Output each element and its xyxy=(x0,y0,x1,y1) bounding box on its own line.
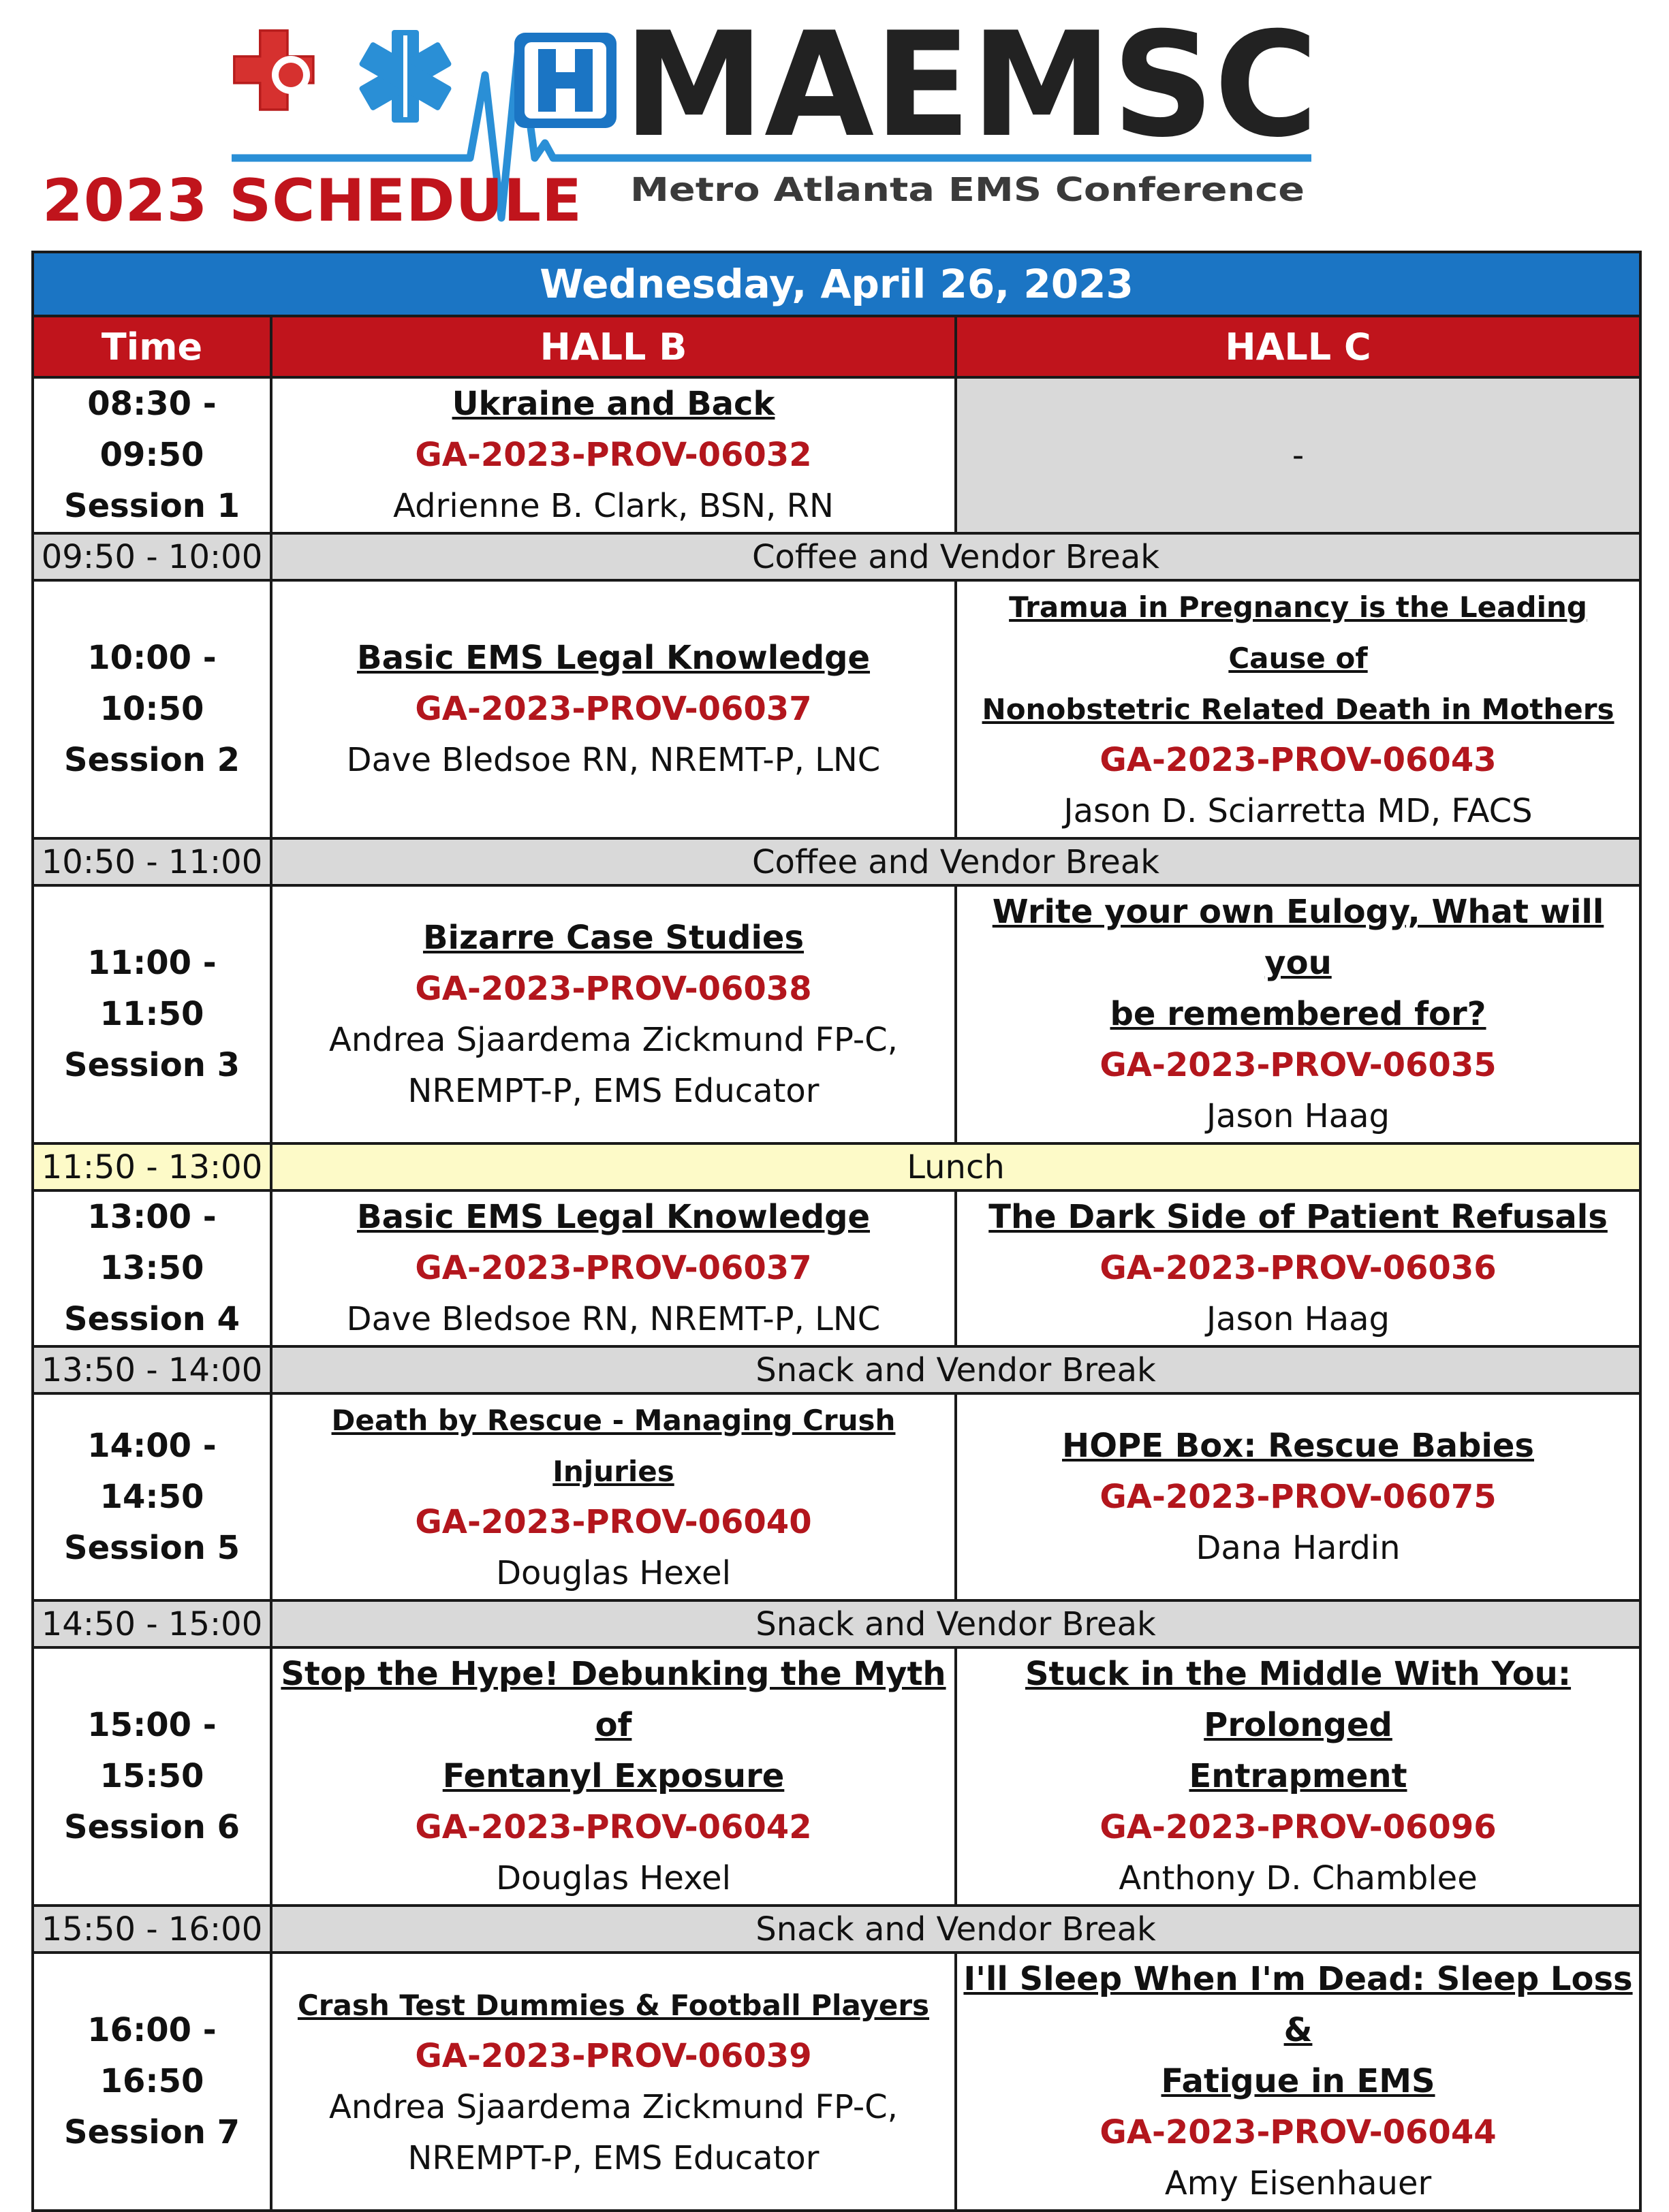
course-code: GA-2023-PROV-06039 xyxy=(415,2036,812,2075)
speaker: Dana Hardin xyxy=(1196,1528,1401,1567)
hall-c-talk xyxy=(956,885,1640,1143)
column-header-time: Time xyxy=(33,316,271,377)
hall-c-talk xyxy=(956,1953,1640,2211)
break-row xyxy=(33,1906,1640,1953)
break-label: Lunch xyxy=(271,1143,1640,1190)
break-label: Coffee and Vendor Break xyxy=(271,533,1640,580)
speaker: Jason Haag xyxy=(1206,1300,1390,1338)
course-code: GA-2023-PROV-06042 xyxy=(415,1808,812,1846)
session-time-cell xyxy=(33,1393,271,1600)
hall-c-talk xyxy=(956,1647,1640,1906)
hall-b-talk xyxy=(271,1647,956,1906)
fire-department-badge-icon xyxy=(234,31,313,110)
course-code: GA-2023-PROV-06038 xyxy=(415,969,812,1008)
session-label: Session 6 xyxy=(64,1808,240,1846)
talk-title: be remembered for? xyxy=(1110,995,1486,1033)
talk-title: The Dark Side of Patient Refusals xyxy=(988,1198,1608,1236)
session-row xyxy=(33,1190,1640,1346)
column-header-row xyxy=(33,316,1640,377)
speaker: Amy Eisenhauer xyxy=(1164,2164,1432,2202)
speaker: NREMPT-P, EMS Educator xyxy=(407,2138,820,2177)
session-time: 10:00 - 10:50 xyxy=(87,639,217,728)
speaker: NREMPT-P, EMS Educator xyxy=(407,1071,820,1110)
speaker: Adrienne B. Clark, BSN, RN xyxy=(393,487,834,525)
course-code: GA-2023-PROV-06043 xyxy=(1099,741,1497,779)
session-label: Session 5 xyxy=(64,1528,240,1567)
logo-wordmark: MAEMSC xyxy=(623,1,1318,169)
speaker: Dave Bledsoe RN, NREMT-P, LNC xyxy=(346,741,881,779)
hall-b-talk xyxy=(271,1393,956,1600)
talk-title: Stuck in the Middle With You: Prolonged xyxy=(1025,1655,1572,1744)
hall-c-talk xyxy=(956,1190,1640,1346)
break-time: 13:50 - 14:00 xyxy=(33,1346,271,1393)
speaker: Anthony D. Chamblee xyxy=(1119,1859,1478,1897)
break-time: 11:50 - 13:00 xyxy=(33,1143,271,1190)
session-row xyxy=(33,580,1640,838)
talk-title: Fatigue in EMS xyxy=(1161,2062,1435,2100)
talk-title: Basic EMS Legal Knowledge xyxy=(356,1198,871,1236)
session-time: 11:00 - 11:50 xyxy=(87,944,217,1033)
break-label: Snack and Vendor Break xyxy=(271,1600,1640,1647)
talk-title: Bizarre Case Studies xyxy=(422,918,805,957)
hall-c-empty: - xyxy=(956,377,1640,533)
break-time: 15:50 - 16:00 xyxy=(33,1906,271,1953)
schedule-table xyxy=(31,251,1642,2212)
column-header-hall-c: HALL C xyxy=(956,316,1640,377)
hall-b-talk xyxy=(271,885,956,1143)
session-time-cell xyxy=(33,377,271,533)
course-code: GA-2023-PROV-06040 xyxy=(415,1503,812,1541)
hospital-h-icon xyxy=(514,33,617,128)
break-label: Coffee and Vendor Break xyxy=(271,838,1640,885)
day-heading: Wednesday, April 26, 2023 xyxy=(33,252,1640,316)
speaker: Jason Haag xyxy=(1206,1097,1390,1135)
session-time-cell xyxy=(33,885,271,1143)
hall-c-talk xyxy=(956,580,1640,838)
break-row xyxy=(33,533,1640,580)
session-time-cell xyxy=(33,1190,271,1346)
hall-b-talk xyxy=(271,1953,956,2211)
course-code: GA-2023-PROV-06044 xyxy=(1099,2113,1497,2151)
hall-c-talk xyxy=(956,1393,1640,1600)
session-time: 08:30 - 09:50 xyxy=(87,385,217,474)
session-time: 16:00 - 16:50 xyxy=(87,2011,217,2100)
day-row xyxy=(33,252,1640,316)
speaker: Andrea Sjaardema Zickmund FP-C, xyxy=(329,1020,898,1059)
break-time: 10:50 - 11:00 xyxy=(33,838,271,885)
break-label: Snack and Vendor Break xyxy=(271,1906,1640,1953)
talk-title: I'll Sleep When I'm Dead: Sleep Loss & xyxy=(963,1960,1633,2049)
session-time: 15:00 - 15:50 xyxy=(87,1706,217,1795)
hall-b-talk xyxy=(271,377,956,533)
talk-title: Write your own Eulogy, What will you xyxy=(992,893,1604,982)
session-row xyxy=(33,885,1640,1143)
talk-title: Stop the Hype! Debunking the Myth of xyxy=(281,1655,946,1744)
session-row xyxy=(33,1647,1640,1906)
talk-title: Fentanyl Exposure xyxy=(442,1757,785,1795)
session-time-cell xyxy=(33,580,271,838)
session-time-cell xyxy=(33,1647,271,1906)
talk-title: Ukraine and Back xyxy=(452,385,775,423)
course-code: GA-2023-PROV-06075 xyxy=(1099,1477,1497,1516)
column-header-hall-b: HALL B xyxy=(271,316,956,377)
hall-b-talk xyxy=(271,1190,956,1346)
talk-title: Tramua in Pregnancy is the Leading Cause of xyxy=(1009,590,1587,675)
header xyxy=(0,0,1669,245)
hall-b-talk xyxy=(271,580,956,838)
course-code: GA-2023-PROV-06037 xyxy=(415,1249,812,1287)
session-row xyxy=(33,1953,1640,2211)
session-label: Session 3 xyxy=(64,1046,240,1084)
speaker: Douglas Hexel xyxy=(496,1554,731,1592)
session-label: Session 7 xyxy=(64,2113,240,2151)
speaker: Andrea Sjaardema Zickmund FP-C, xyxy=(329,2087,898,2126)
talk-title: Basic EMS Legal Knowledge xyxy=(356,639,871,677)
talk-title: Death by Rescue - Managing Crush Injuries xyxy=(331,1404,896,1488)
session-label: Session 1 xyxy=(64,487,240,525)
session-label: Session 4 xyxy=(64,1300,240,1338)
course-code: GA-2023-PROV-06035 xyxy=(1099,1046,1497,1084)
course-code: GA-2023-PROV-06037 xyxy=(415,690,812,728)
course-code: GA-2023-PROV-06096 xyxy=(1099,1808,1497,1846)
session-time: 14:00 - 14:50 xyxy=(87,1426,217,1516)
course-code: GA-2023-PROV-06036 xyxy=(1099,1249,1497,1287)
break-row xyxy=(33,1346,1640,1393)
star-of-life-icon xyxy=(358,30,452,123)
break-row xyxy=(33,1600,1640,1647)
schedule-title: 2023 SCHEDULE xyxy=(42,167,582,235)
break-time: 09:50 - 10:00 xyxy=(33,533,271,580)
speaker: Douglas Hexel xyxy=(496,1859,731,1897)
logo-subtitle: Metro Atlanta EMS Conference xyxy=(630,171,1305,209)
session-time-cell xyxy=(33,1953,271,2211)
talk-title: HOPE Box: Rescue Babies xyxy=(1062,1426,1534,1465)
talk-title: Crash Test Dummies & Football Players xyxy=(297,1988,930,2022)
session-row xyxy=(33,1393,1640,1600)
session-label: Session 2 xyxy=(64,741,240,779)
break-time: 14:50 - 15:00 xyxy=(33,1600,271,1647)
lunch-row xyxy=(33,1143,1640,1190)
break-row xyxy=(33,838,1640,885)
talk-title: Nonobstetric Related Death in Mothers xyxy=(982,693,1615,726)
break-label: Snack and Vendor Break xyxy=(271,1346,1640,1393)
speaker: Jason D. Sciarretta MD, FACS xyxy=(1063,792,1533,830)
course-code: GA-2023-PROV-06032 xyxy=(415,436,812,474)
session-row xyxy=(33,377,1640,533)
talk-title: Entrapment xyxy=(1189,1757,1407,1795)
session-time: 13:00 - 13:50 xyxy=(87,1198,217,1287)
speaker: Dave Bledsoe RN, NREMT-P, LNC xyxy=(346,1300,881,1338)
